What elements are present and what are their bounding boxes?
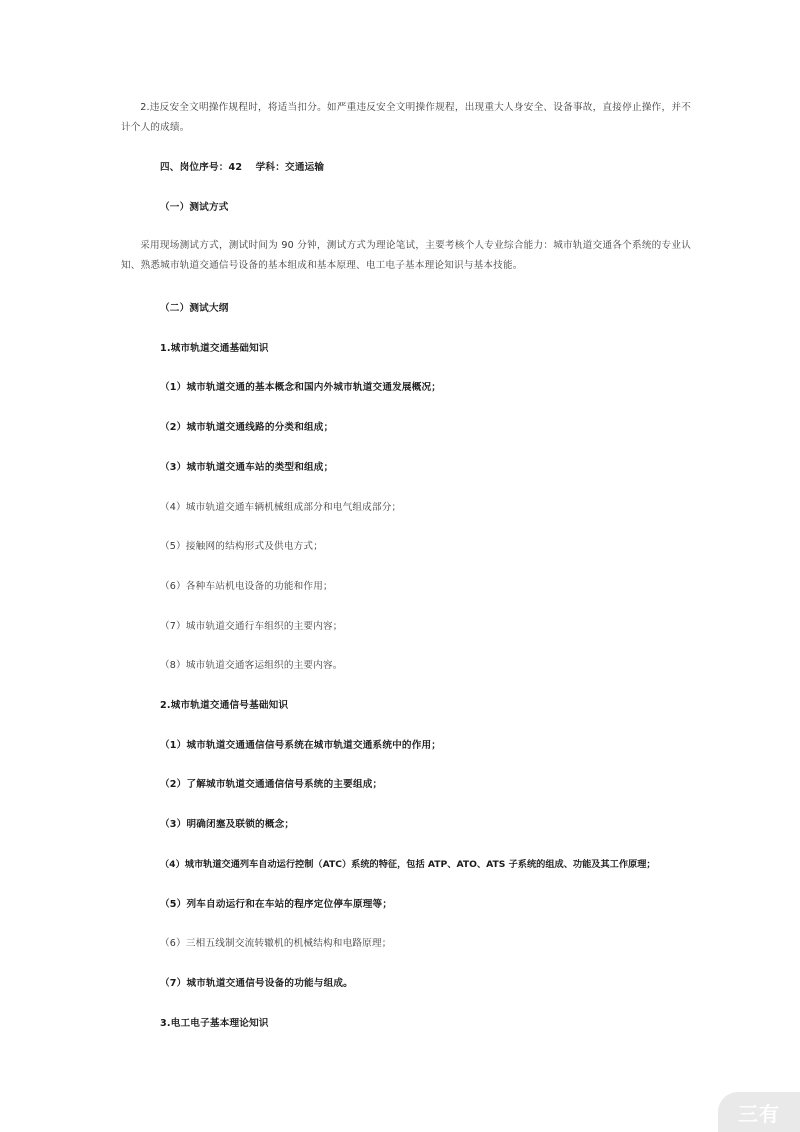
- list-item: （5）接触网的结构形式及供电方式；: [160, 541, 324, 552]
- list-item: （6）三相五线制交流转辙机的机械结构和电路原理；: [160, 938, 392, 949]
- list-item: （5）列车自动运行和在车站的程序定位停车原理等；: [160, 899, 393, 910]
- list-item: （3）城市轨道交通车站的类型和组成；: [160, 462, 334, 473]
- list-item: （8）城市轨道交通客运组织的主要内容。: [160, 660, 343, 671]
- list-item: （1）城市轨道交通的基本概念和国内外城市轨道交通发展概况；: [160, 382, 442, 393]
- list-item: （7）城市轨道交通信号设备的功能与组成。: [160, 978, 353, 989]
- outline-heading-1: 1.城市轨道交通基础知识: [160, 343, 269, 354]
- list-item: （2）城市轨道交通线路的分类和组成；: [160, 422, 334, 433]
- subheading-test-method: （一）测试方式: [160, 202, 229, 213]
- list-item: （4）城市轨道交通列车自动运行控制（ATC）系统的特征，包括 ATP、ATO、ATS 子系统的组成、功能及其工作原理；: [160, 859, 656, 870]
- list-item: （2）了解城市轨道交通通信信号系统的主要组成；: [160, 779, 383, 790]
- outline-heading-2: 2.城市轨道交通信号基础知识: [160, 700, 289, 711]
- list-item: （1）城市轨道交通通信信号系统在城市轨道交通系统中的作用；: [160, 740, 442, 751]
- outline-heading-3: 3.电工电子基本理论知识: [160, 1018, 269, 1029]
- list-item: （7）城市轨道交通行车组织的主要内容；: [160, 621, 343, 632]
- subheading-test-outline: （二）测试大纲: [160, 303, 229, 314]
- watermark-logo: 三有: [718, 1092, 800, 1132]
- list-item: （3）明确闭塞及联锁的概念；: [160, 819, 295, 830]
- list-item: （6）各种车站机电设备的功能和作用；: [160, 581, 333, 592]
- test-method-paragraph: 采用现场测试方式，测试时间为 90 分钟，测试方式为理论笔试，主要考核个人专业综合能力：城市轨道交通各个系统的专业认知、熟悉城市轨道交通信号设备的基本组成和基本原理、电工电子基本理论知识与基本技能。: [121, 240, 691, 271]
- list-item: （4）城市轨道交通车辆机械组成部分和电气组成部分；: [160, 502, 402, 513]
- rule-paragraph: 2.违反安全文明操作规程时，将适当扣分。如严重违反安全文明操作规程，出现重大人身安全、设备事故，直接停止操作，并不计个人的成绩。: [121, 102, 691, 133]
- section-heading: 四、岗位序号：42 学科：交通运输: [160, 162, 325, 173]
